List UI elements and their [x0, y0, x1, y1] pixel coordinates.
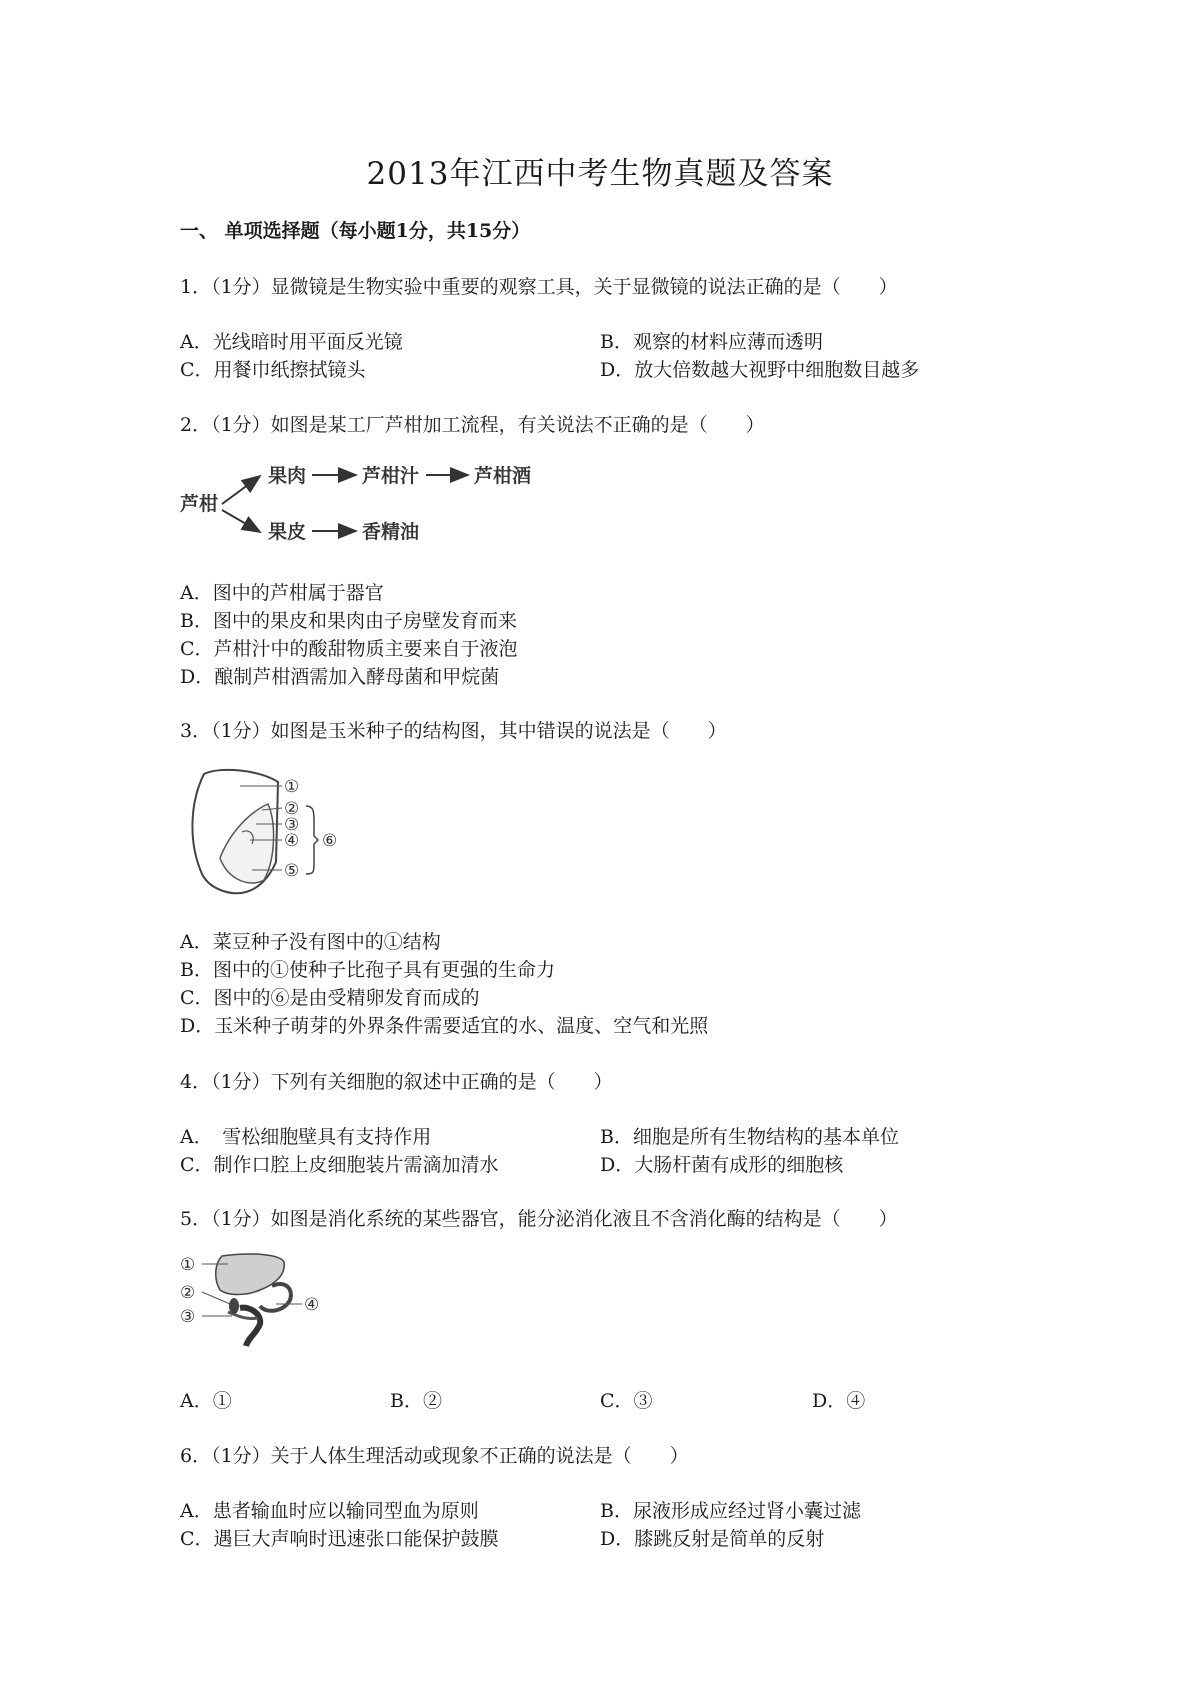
digestive-organs-figure	[180, 1250, 340, 1360]
q3-option-b: B．图中的①使种子比孢子具有更强的生命力	[180, 959, 555, 981]
question-6-stem: 6．（1分）关于人体生理活动或现象不正确的说法是（ ）	[180, 1445, 689, 1467]
q2-option-b: B．图中的果皮和果肉由子房壁发育而来	[180, 610, 517, 632]
gallbladder-shape	[229, 1298, 239, 1314]
q3-option-c: C．图中的⑥是由受精卵发育而成的	[180, 987, 480, 1009]
q5-option-d: D．④	[812, 1390, 866, 1412]
q6-option-d: D．膝跳反射是简单的反射	[600, 1528, 825, 1550]
question-4-stem: 4．（1分）下列有关细胞的叙述中正确的是（ ）	[180, 1071, 613, 1093]
q1-option-b: B．观察的材料应薄而透明	[600, 331, 823, 353]
seed-label-3: ③	[284, 815, 300, 835]
flow-arrow	[222, 510, 260, 532]
q1-option-c: C．用餐巾纸擦拭镜头	[180, 359, 366, 381]
q2-option-d: D．酿制芦柑酒需加入酵母菌和甲烷菌	[180, 666, 500, 688]
seed-label-1: ①	[284, 777, 300, 797]
question-2-stem: 2．（1分）如图是某工厂芦柑加工流程，有关说法不正确的是（ ）	[180, 414, 765, 436]
flow-oil-label: 香精油	[362, 521, 420, 543]
flow-peel-label: 果皮	[268, 521, 307, 543]
q1-option-d: D．放大倍数越大视野中细胞数目越多	[600, 359, 920, 381]
flow-pulp-label: 果肉	[268, 465, 307, 487]
q5-option-a: A．①	[180, 1390, 232, 1412]
q3-option-d: D．玉米种子萌芽的外界条件需要适宜的水、温度、空气和光照	[180, 1015, 709, 1037]
corn-seed-figure	[180, 762, 350, 902]
organ-label-1: ①	[180, 1255, 196, 1275]
q4-option-a: A． 雪松细胞壁具有支持作用	[180, 1126, 432, 1148]
liver-shape	[216, 1254, 285, 1295]
flow-wine-label: 芦柑酒	[474, 465, 532, 487]
q1-option-a: A．光线暗时用平面反光镜	[180, 331, 403, 353]
section-heading: 一、 单项选择题（每小题1分，共15分）	[180, 220, 531, 242]
flow-arrow	[222, 476, 260, 504]
q2-option-c: C．芦柑汁中的酸甜物质主要来自于液泡	[180, 638, 518, 660]
group-bracket	[306, 806, 318, 874]
flowchart-figure	[176, 460, 556, 550]
q4-option-d: D．大肠杆菌有成形的细胞核	[600, 1154, 844, 1176]
page-title: 2013年江西中考生物真题及答案	[366, 156, 834, 192]
embryo-shape	[220, 804, 274, 883]
organ-label-2: ②	[180, 1283, 196, 1303]
q5-option-c: C．③	[600, 1390, 653, 1412]
q5-option-b: B．②	[390, 1390, 442, 1412]
organ-label-3: ③	[180, 1307, 196, 1327]
q4-option-c: C．制作口腔上皮细胞装片需滴加清水	[180, 1154, 499, 1176]
q6-option-c: C．遇巨大声响时迅速张口能保护鼓膜	[180, 1528, 499, 1550]
flow-root-label: 芦柑	[180, 493, 219, 515]
q6-option-b: B．尿液形成应经过肾小囊过滤	[600, 1500, 861, 1522]
question-5-stem: 5．（1分）如图是消化系统的某些器官，能分泌消化液且不含消化酶的结构是（ ）	[180, 1208, 898, 1230]
seed-label-6: ⑥	[322, 831, 338, 851]
seed-label-4: ④	[284, 831, 300, 851]
q2-option-a: A．图中的芦柑属于器官	[180, 582, 384, 604]
flow-juice-label: 芦柑汁	[362, 465, 420, 487]
q6-option-a: A．患者输血时应以输同型血为原则	[180, 1500, 479, 1522]
seed-label-5: ⑤	[284, 861, 300, 881]
seed-label-2: ②	[284, 799, 300, 819]
question-1-stem: 1．（1分）显微镜是生物实验中重要的观察工具，关于显微镜的说法正确的是（ ）	[180, 276, 898, 298]
organ-label-4: ④	[304, 1295, 320, 1315]
q4-option-b: B．细胞是所有生物结构的基本单位	[600, 1126, 899, 1148]
duodenum-shape	[240, 1308, 260, 1346]
q3-option-a: A．菜豆种子没有图中的①结构	[180, 931, 441, 953]
question-3-stem: 3．（1分）如图是玉米种子的结构图，其中错误的说法是（ ）	[180, 720, 727, 742]
